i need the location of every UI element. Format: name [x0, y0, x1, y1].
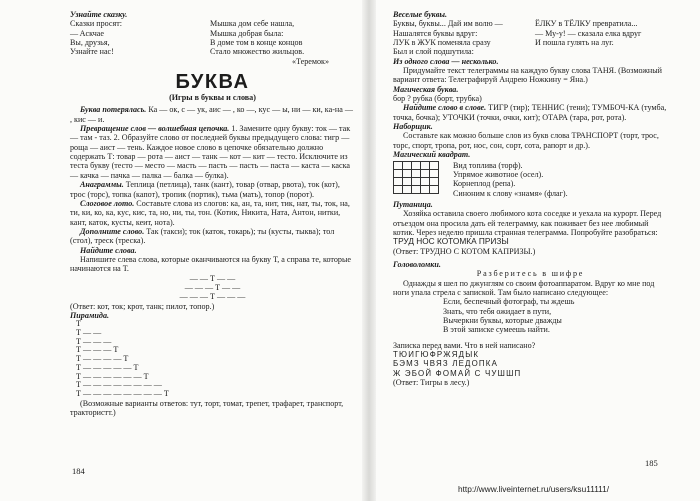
section-title: Веселые буквы. — [393, 10, 448, 19]
section-title: Магическая буква. — [393, 84, 459, 94]
magic-square-grid — [393, 161, 439, 194]
paragraph: Дополните слово. Так (такси); ток (каток, токарь); ты (кусты, тыква); тол (стол), треск (треска). — [70, 226, 335, 246]
pyramid-title: Пирамида. — [70, 310, 110, 320]
answer-text: (Ответ: кот, ток; крот, танк; пилот, топор.) — [70, 301, 215, 311]
section-title: Магический квадрат. — [393, 150, 471, 160]
paragraph: Однажды я шел по джунглям со своим фотоаппаратом. Вдруг ко мне под ноги упала стрела с запиской. Там было написано следующее: — [393, 278, 655, 297]
pyramid: Т Т — — Т — — — Т — — — Т Т — — — — Т Т — — — — — Т Т — — — — — — Т Т — — — — — — — — Т — — — — — — — — Т — [76, 319, 169, 398]
telegram-text: ТРУД НОС КОТОМКА ПРИЗЫ — [393, 236, 509, 247]
riddle-title: Узнайте сказку. — [70, 10, 128, 19]
paragraph: Слоговое лото. Составьте слова из слогов: ка, ан, та, нит, тик, нат, ты, ток, на, ти, ки, ко, ка, кус, кис, та, но, ни, ты, тон. (Котик, Никита, Ната, Антон, нитки, кант, каток, кусты, кеит, нота). — [70, 198, 350, 227]
find-words-text: Напишите слева слова, которые оканчиваются на букву Т, а справа те, которые начинаются на Т. — [70, 254, 351, 274]
cipher-poem: Если, беспечный фотограф, ты ждешь Знать, что тебя ожидает в пути, Вычеркни буквы, которые дважды В этой записке сумеешь найти. — [443, 297, 575, 335]
section-title: Головоломки. — [393, 259, 441, 269]
dash-pattern: — — Т — — — — — Т — — — — — Т — — — — [179, 273, 246, 302]
riddle-source: «Теремок» — [291, 56, 329, 66]
book-gutter — [362, 0, 376, 501]
page-number-left: 184 — [72, 466, 85, 476]
paragraph: Найдите слово в слове. ТИГР (тир); ТЕННИС (тени); ТУМБОЧ-КА (тумба, точка, бочка); УТОЧКИ (точки, очки, кит); ОТАРА (тара, рот, рота). — [393, 103, 667, 122]
left-page — [70, 10, 355, 417]
paragraph: Анаграммы. Теплица (петлица), танк (кант), товар (отвар, рвота), ток (кот), трос (торс), топка (капот), тропик (портик), тьма (мать), топор (порот). — [70, 180, 340, 199]
paragraph: Буква потерялась. Ка — ок, с — ук, аис — , ко —, кус — ы, ни — ки, ка-на — , кис — и. — [70, 105, 353, 124]
answer-text: (Ответ: Тигры в лесу.) — [393, 378, 470, 388]
magic-square-block: Вид топлива (торф). Упрямое животное (осел). Корнеплод (репа). Синоним к слову «знамя» (флаг). — [393, 161, 668, 198]
paragraph: Хозяйка оставила своего любимого кота соседке и уехала на курорт. Перед отъездом она просила дать ей телеграмму, как поживает без нее любимый котик. Через неделю пришла странная телеграмма. Попробуйте разобраться: — [393, 209, 662, 237]
section-title: Из одного слова — несколько. — [393, 56, 499, 66]
source-watermark: http://www.liveinternet.ru/users/ksu11111/ — [458, 484, 610, 494]
answer-text: (Ответ: ТРУДНО С КОТОМ КАПРИЗЫ.) — [393, 246, 536, 256]
riddle-poem: Сказки просят: — Acкчае Вы, друзья, Узнайте нас! Мышка дом себе нашла, Мышка добрая была: В доме том в конце концов Стало множество жильцов. — [70, 19, 305, 57]
section-title: Путаница. — [393, 199, 433, 209]
paragraph: бор ? рубка (борт, трубка) — [393, 94, 482, 104]
section-title: Наборщик. — [393, 122, 433, 132]
paragraph: Составьте как можно больше слов из букв слова ТРАНСПОРТ (торт, трос, торс, спорт, тропа, рот, нос, сон, сорт, сота, рапорт и др.). — [393, 131, 659, 150]
cipher-caption: Разберитесь в шифре — [476, 269, 585, 279]
paragraph: Придумайте текст телеграммы на каждую букву слова ТАНЯ. (Возможный вариант ответа: Телеграфируй Андрею Ножкину = Яна.) — [393, 66, 663, 85]
paragraph: Найдите слова. — [80, 245, 137, 255]
chapter-title: БУКВА — [175, 71, 250, 94]
chapter-subtitle: (Игры в буквы и слова) — [169, 93, 256, 103]
question-text: Записка перед вами. Что в ней написано? — [393, 340, 536, 350]
cipher-text: ТЮИГЮФРЖЯДЫК БЭМЗ ЧВЯЗ ЛЕДОПКА Ж ЭБОЙ ФОМАЙ С ЧУШШП — [393, 350, 522, 378]
answer-text: (Возможные варианты ответов: тут, торт, томат, трепет, трафарет, транспорт, трактористт.) — [70, 398, 344, 417]
merry-letters-poem: Буквы, буквы... Дай им волю — Нашалятся буквы вдруг: ЛУК в ЖУК поменяла сразу Был и слой подшутила: ЁЛКУ в ТЁЛКУ превратила... — Му-у! — сказала елка вдруг И пошла гулять на луг. — [393, 19, 642, 57]
page-number-right: 185 — [645, 458, 658, 468]
right-page — [393, 10, 668, 387]
paragraph: Превращение слов — волшебная цепочка. 1. Замените одну букву: ток — так — там - таз. 2. Образуйте слово от последней буквы предыдущего слова: тигр — роща — аист — тень. Каждое новое слово в цепочке обязательно должно содержать Т: товар — рота — аист — танк — кот — кит — тесто. Исключите из теста букву (тесто — место — масть — пасть — пасть — паста — каста — каска — качка — пачка — палка — балка — булка). — [70, 124, 351, 180]
